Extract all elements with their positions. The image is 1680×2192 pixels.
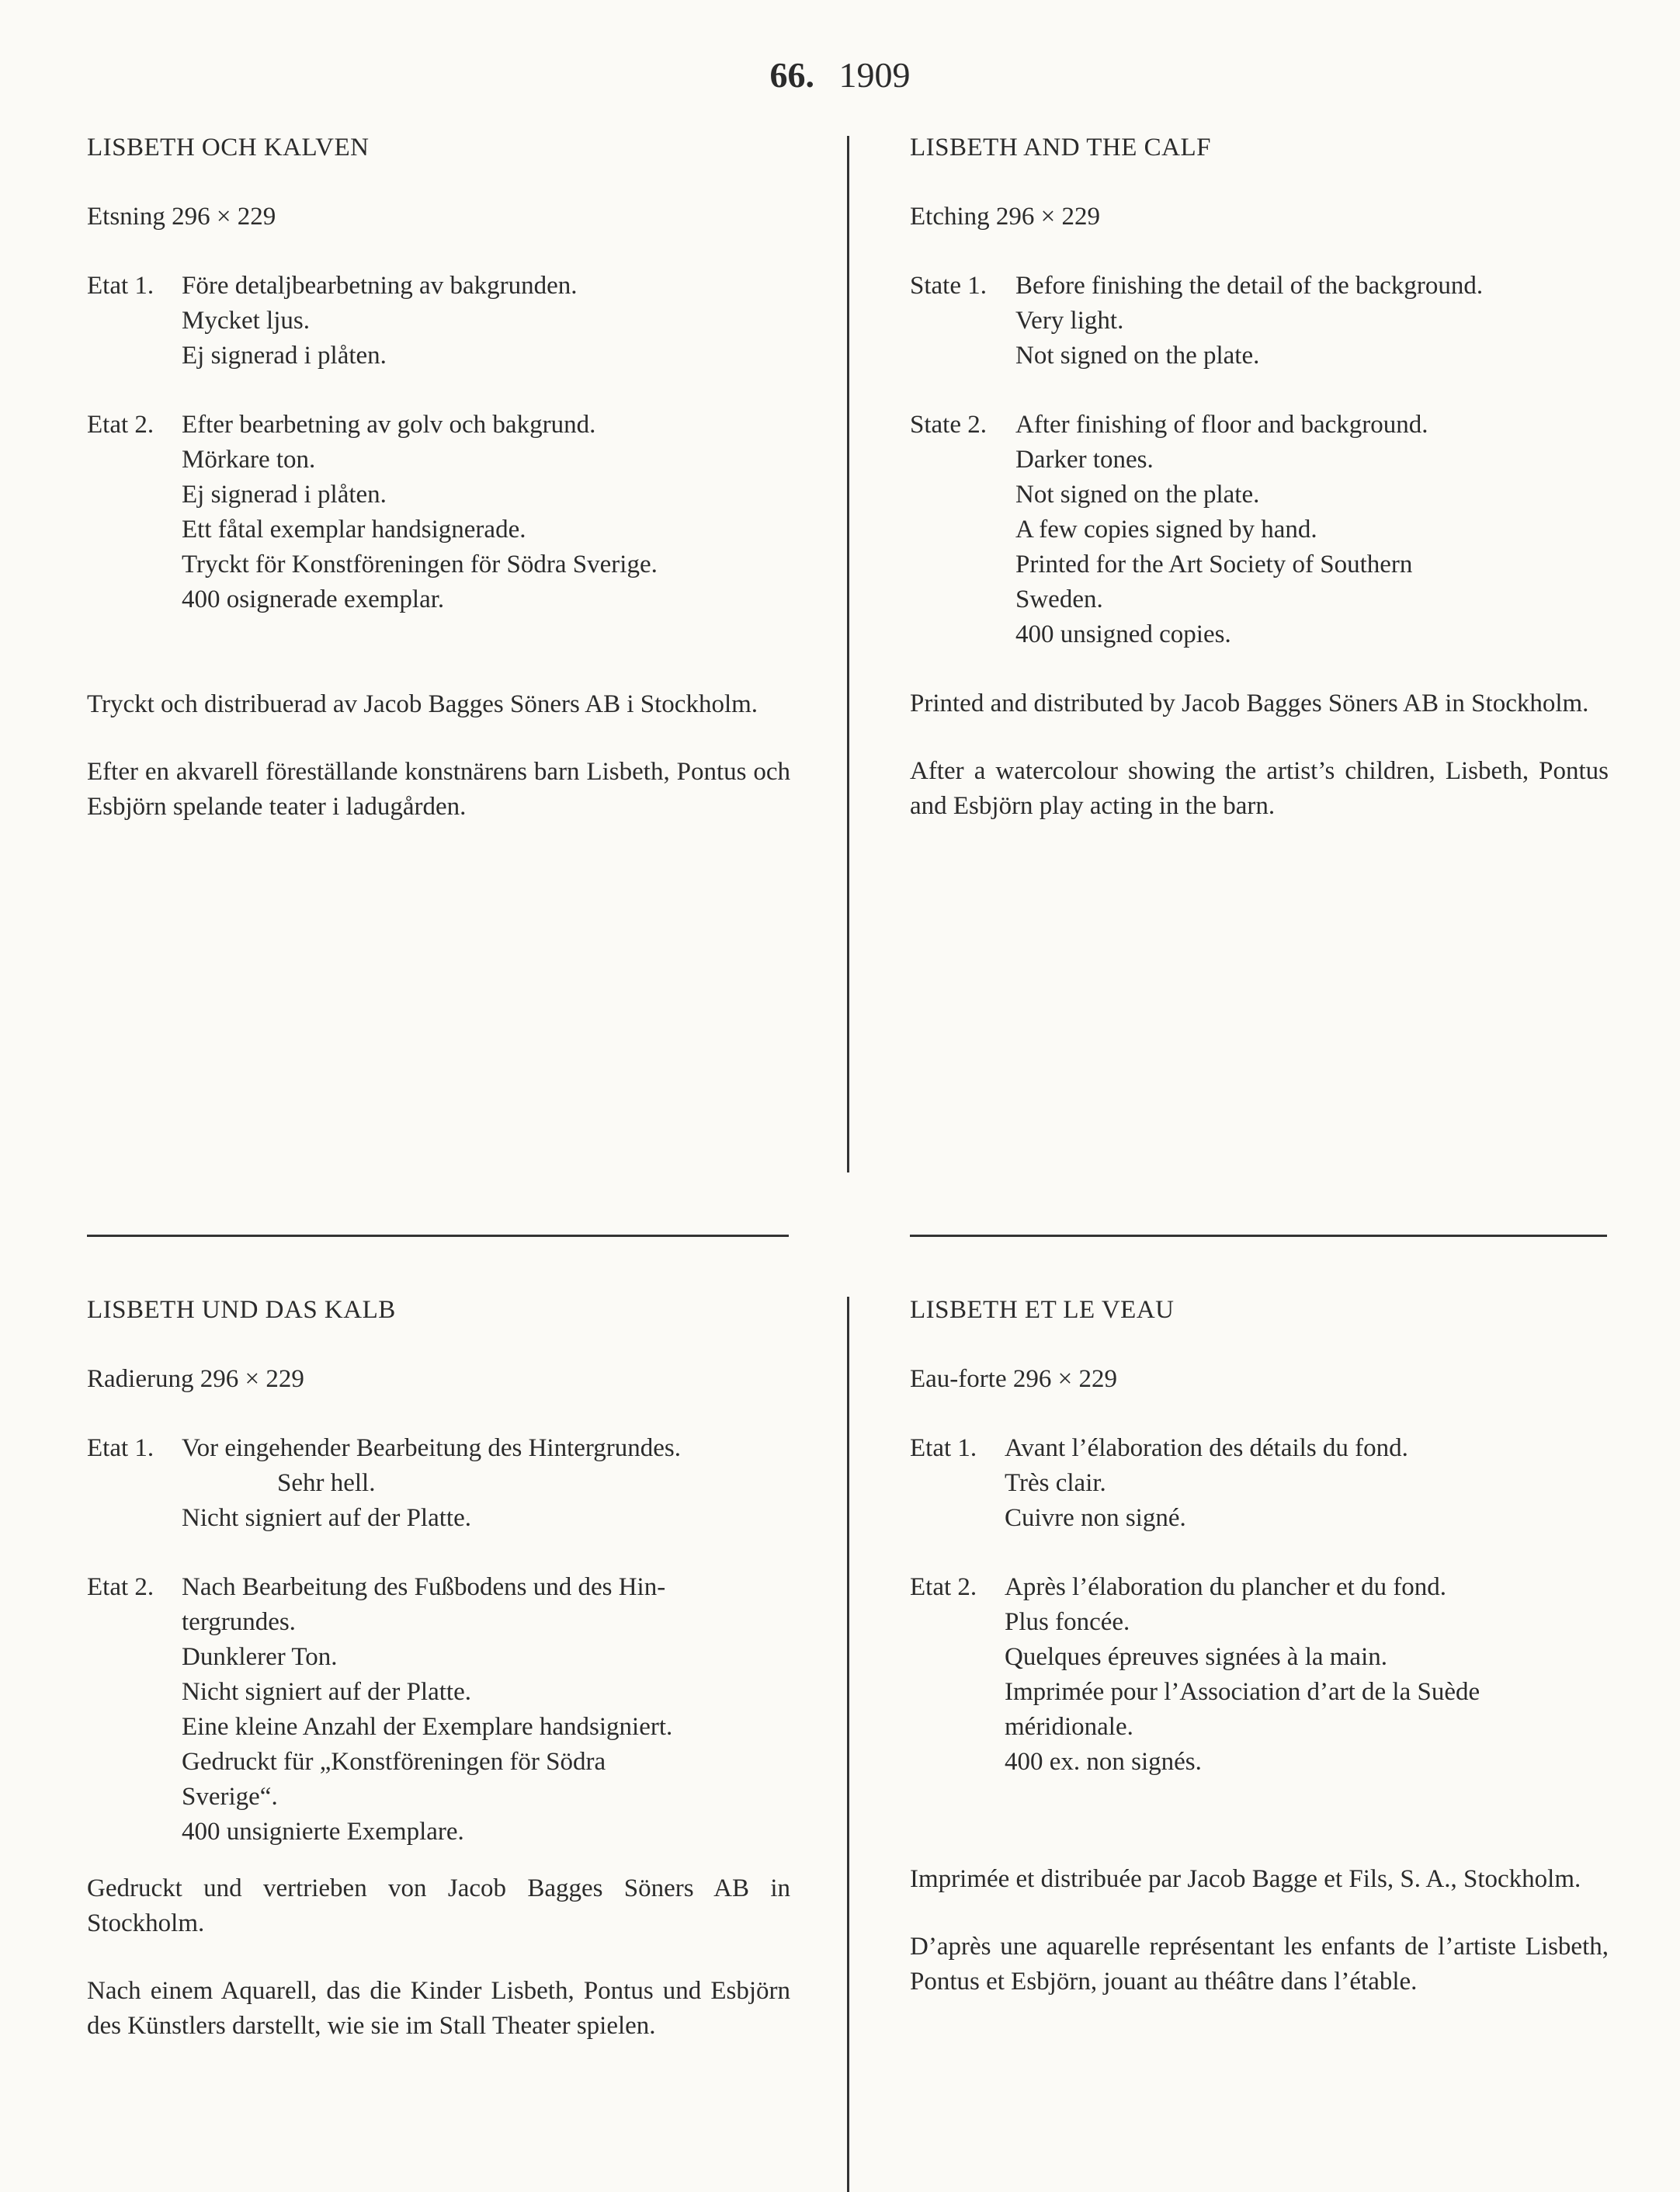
medium-line: Radierung 296 × 229: [87, 1365, 304, 1393]
state-line: 400 ex. non signés.: [1005, 1748, 1202, 1776]
state-line: Dunklerer Ton.: [182, 1643, 338, 1671]
state-line: Plus foncée.: [1005, 1608, 1130, 1636]
english-section: [910, 130, 1609, 824]
state-1: [910, 269, 1609, 373]
state-label: State 1.: [910, 272, 987, 300]
state-line: Not signed on the plate.: [1015, 481, 1260, 509]
state-line: 400 unsigned copies.: [1015, 620, 1231, 648]
state-line: Nach Bearbeitung des Fußbodens und des Hin-: [182, 1573, 666, 1601]
printer-note: Imprimée et distribuée par Jacob Bagge et Fils, S. A., Stockholm.: [910, 1865, 1581, 1893]
state-line: 400 osignerade exemplar.: [182, 585, 445, 613]
section-title: LISBETH ET LE VEAU: [910, 1296, 1175, 1324]
state-line: Före detaljbearbetning av bakgrunden.: [182, 272, 578, 300]
source-note: Efter en akvarell föreställande konstnärens barn Lisbeth, Pontus och Esbjörn spelande teater i ladugården.: [87, 758, 790, 821]
state-line: Nicht signiert auf der Platte.: [182, 1504, 471, 1532]
state-line: 400 unsignierte Exemplare.: [182, 1818, 464, 1846]
state-line: Not signed on the plate.: [1015, 342, 1260, 370]
state-2: [910, 1570, 1609, 1780]
state-line: Darker tones.: [1015, 446, 1154, 474]
printer-note: Printed and distributed by Jacob Bagges Söners AB in Stockholm.: [910, 690, 1589, 717]
state-line: Imprimée pour l’Association d’art de la Suède: [1005, 1678, 1480, 1706]
state-line: Ej signerad i plåten.: [182, 481, 387, 509]
medium-line: Etsning 296 × 229: [87, 203, 276, 231]
printer-note: Gedruckt und vertrieben von Jacob Bagges Söners AB in Stockholm.: [87, 1874, 790, 1937]
horizontal-divider-right: [910, 1235, 1607, 1237]
source-note: D’après une aquarelle représentant les enfants de l’artiste Lisbeth, Pontus et Esbjörn, jouant au théâtre dans l’étable.: [910, 1933, 1609, 1996]
section-title: LISBETH OCH KALVEN: [87, 134, 370, 162]
state-line: Ett fåtal exemplar handsignerade.: [182, 516, 526, 544]
year: 1909: [838, 55, 911, 95]
state-line: After finishing of floor and background.: [1015, 411, 1428, 439]
page-header: [0, 54, 1680, 96]
state-line: Après l’élaboration du plancher et du fond.: [1005, 1573, 1447, 1601]
medium-line: Etching 296 × 229: [910, 203, 1101, 231]
german-section: [87, 1293, 790, 2044]
state-line: Cuivre non signé.: [1005, 1504, 1186, 1532]
state-line: A few copies signed by hand.: [1015, 516, 1317, 544]
state-line: Mycket ljus.: [182, 307, 310, 335]
state-label: Etat 2.: [910, 1573, 977, 1601]
state-line: Sweden.: [1015, 585, 1103, 613]
state-line: Très clair.: [1005, 1469, 1106, 1497]
source-note: Nach einem Aquarell, das die Kinder Lisbeth, Pontus und Esbjörn des Künstlers darstellt, wie sie im Stall Theater spielen.: [87, 1977, 790, 2040]
state-line: Quelques épreuves signées à la main.: [1005, 1643, 1388, 1671]
printer-note: Tryckt och distribuerad av Jacob Bagges Söners AB i Stockholm.: [87, 690, 758, 718]
state-line: Avant l’élaboration des détails du fond.: [1005, 1434, 1408, 1462]
state-label: Etat 1.: [910, 1434, 977, 1462]
state-line: Sehr hell.: [277, 1469, 376, 1497]
state-2: [87, 408, 790, 617]
catalogue-number: 66.: [769, 55, 814, 95]
section-title: LISBETH UND DAS KALB: [87, 1296, 396, 1324]
state-1: [87, 1431, 790, 1536]
state-2: [910, 408, 1609, 652]
state-label: Etat 2.: [87, 411, 154, 439]
medium-line: Eau-forte 296 × 229: [910, 1365, 1117, 1393]
french-section: [910, 1293, 1609, 1999]
state-line: Printed for the Art Society of Southern: [1015, 551, 1413, 578]
section-title: LISBETH AND THE CALF: [910, 134, 1211, 162]
state-line: Tryckt för Konstföreningen för Södra Sverige.: [182, 551, 658, 578]
state-label: Etat 1.: [87, 1434, 154, 1462]
state-line: tergrundes.: [182, 1608, 296, 1636]
horizontal-divider-left: [87, 1235, 789, 1237]
vertical-divider-bottom: [847, 1297, 849, 2192]
state-line: Nicht signiert auf der Platte.: [182, 1678, 471, 1706]
state-line: Eine kleine Anzahl der Exemplare handsigniert.: [182, 1713, 673, 1741]
state-2: [87, 1570, 790, 1850]
state-line: Very light.: [1015, 307, 1124, 335]
source-note: After a watercolour showing the artist’s children, Lisbeth, Pontus and Esbjörn play acting in the barn.: [910, 757, 1609, 820]
state-line: Before finishing the detail of the background.: [1015, 272, 1484, 300]
state-label: Etat 2.: [87, 1573, 154, 1601]
swedish-section: [87, 130, 790, 825]
state-line: Vor eingehender Bearbeitung des Hintergrundes.: [182, 1434, 682, 1462]
state-line: méridionale.: [1005, 1713, 1133, 1741]
state-1: [87, 269, 790, 373]
state-line: Sverige“.: [182, 1783, 278, 1811]
state-1: [910, 1431, 1609, 1536]
state-line: Ej signerad i plåten.: [182, 342, 387, 370]
vertical-divider-top: [847, 136, 849, 1172]
state-line: Mörkare ton.: [182, 446, 316, 474]
state-line: Gedruckt für „Konstföreningen för Södra: [182, 1748, 606, 1776]
state-label: Etat 1.: [87, 272, 154, 300]
state-label: State 2.: [910, 411, 987, 439]
state-line: Efter bearbetning av golv och bakgrund.: [182, 411, 596, 439]
